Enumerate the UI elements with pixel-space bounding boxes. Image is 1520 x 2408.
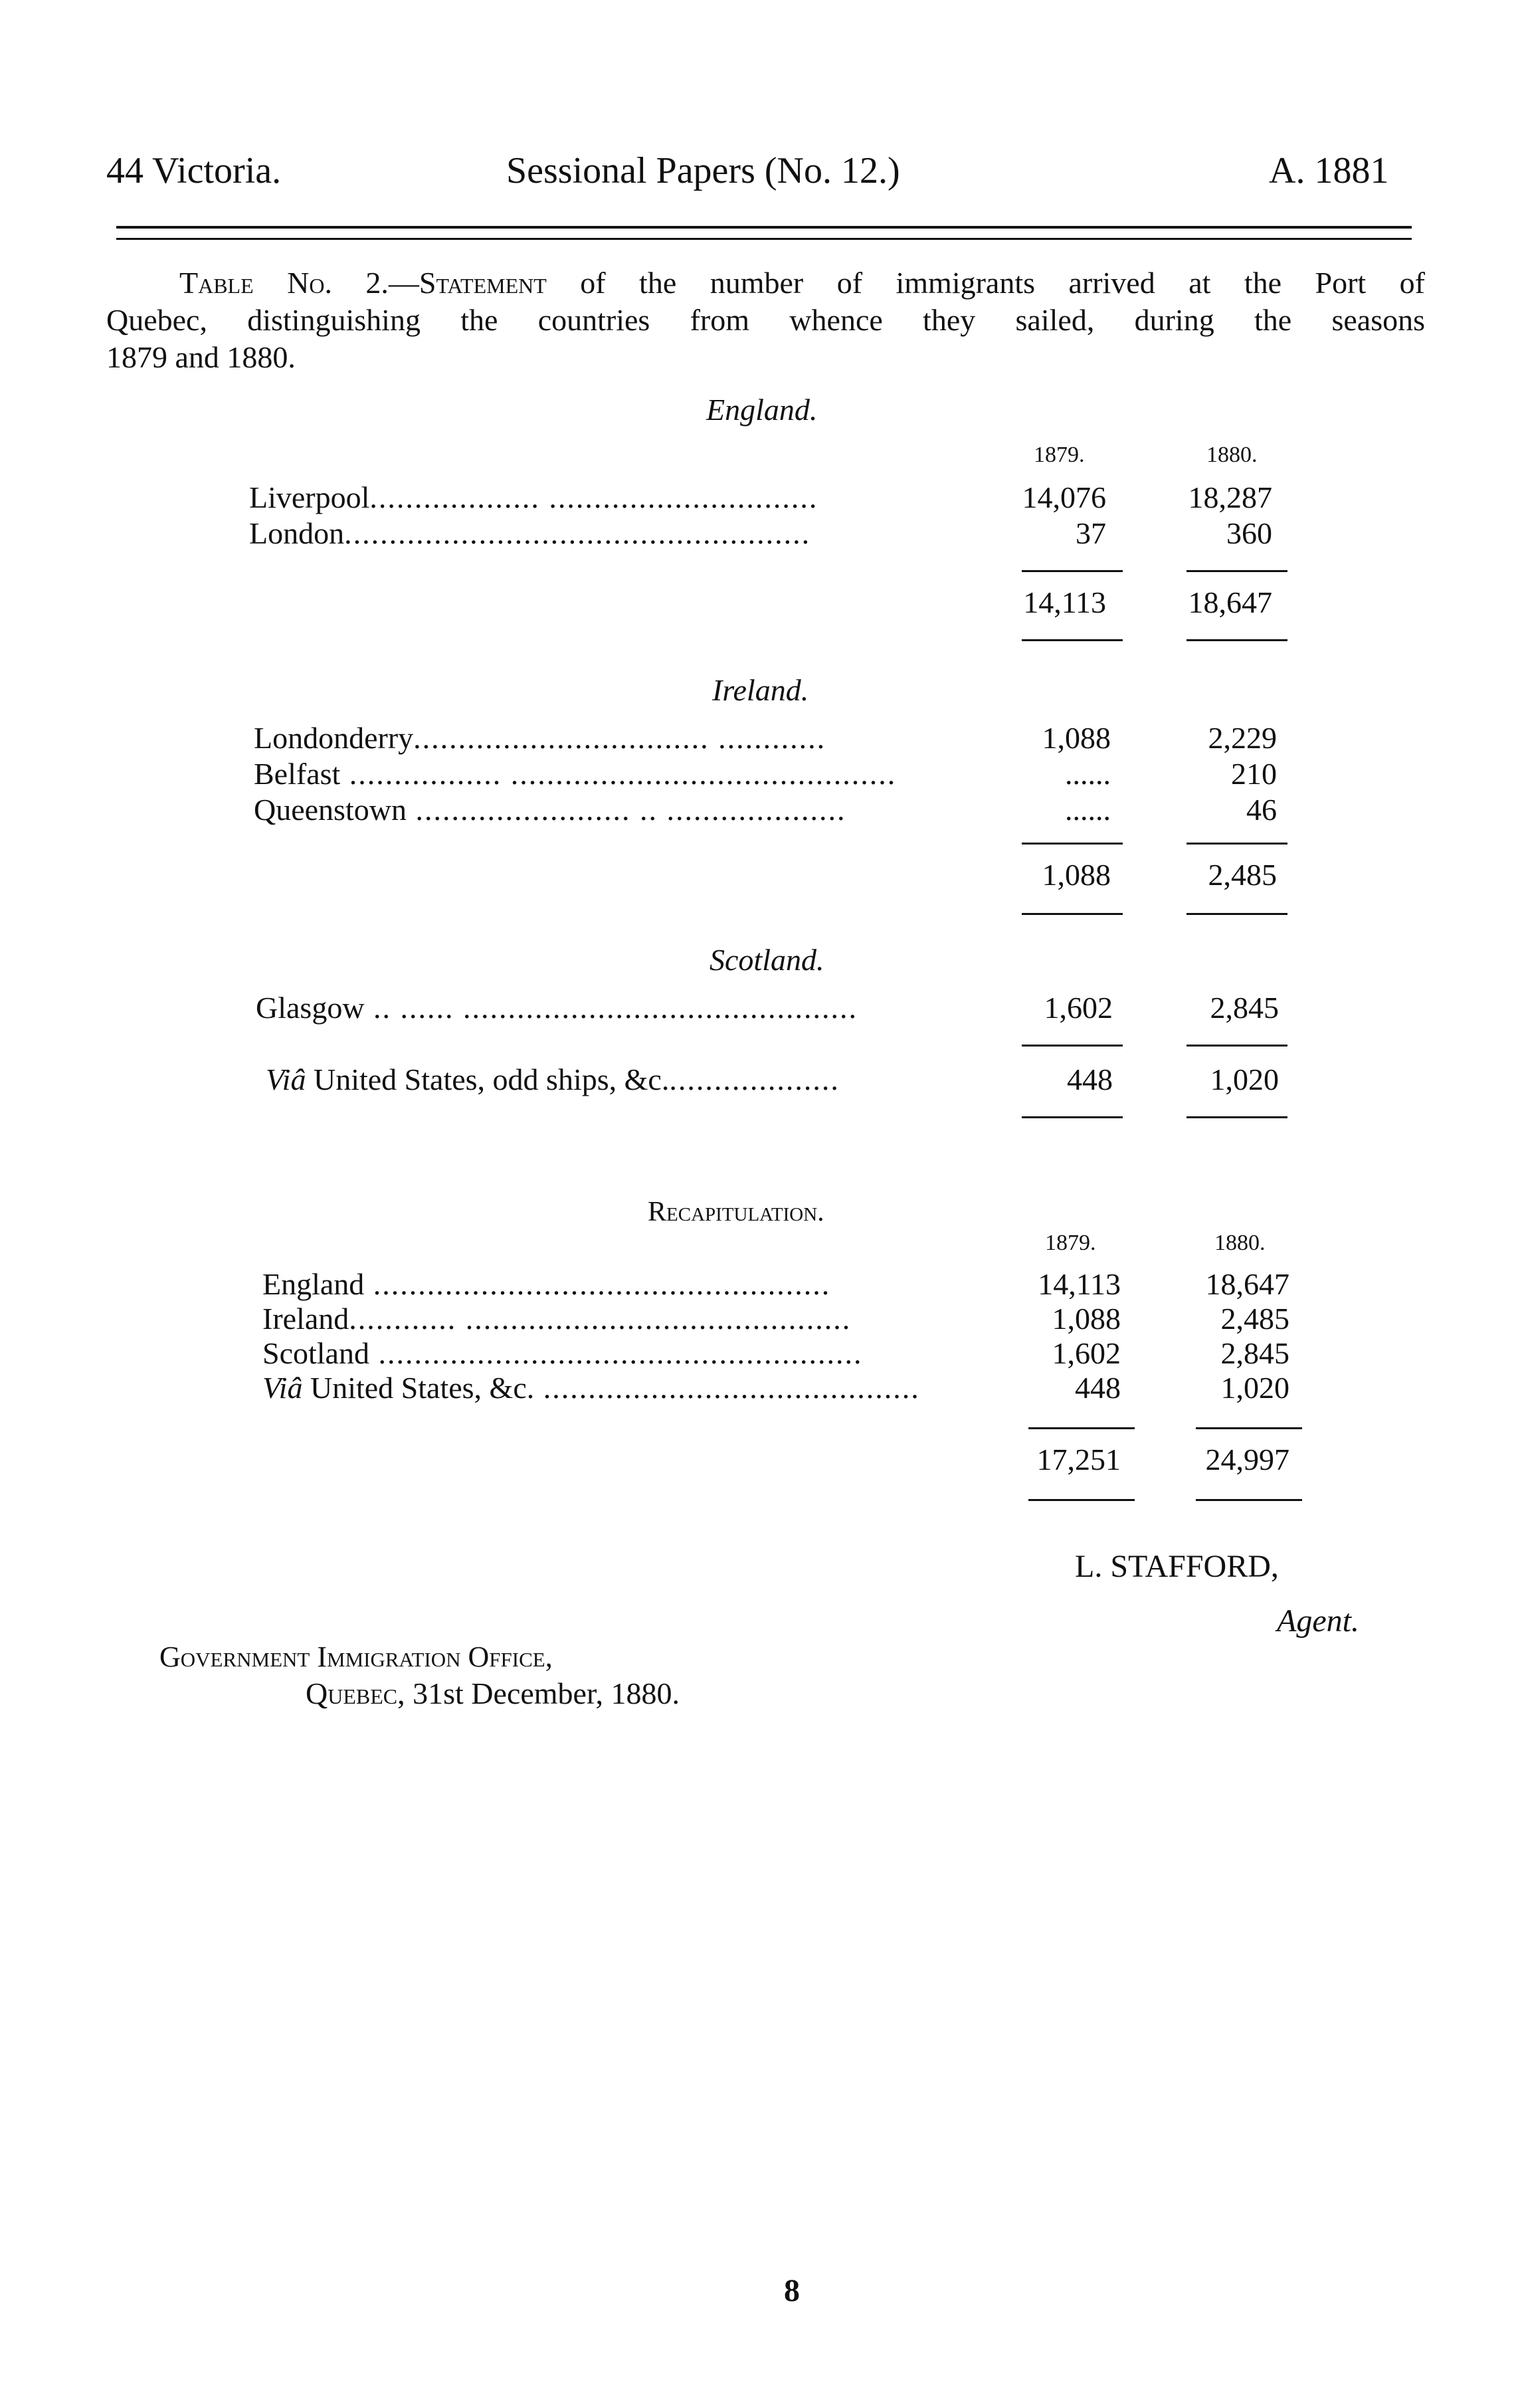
row-label: Belfast — [254, 757, 341, 791]
row-label: Liverpool — [249, 480, 370, 514]
recap-year-1879: 1879. — [1045, 1231, 1096, 1255]
value-1880: 210 — [1231, 757, 1277, 791]
row-label-italic: Viâ — [266, 1062, 306, 1096]
value-1880: 2,229 — [1208, 721, 1277, 755]
section-heading-recap: Recapitulation. — [648, 1197, 824, 1227]
value-1879: 37 — [1076, 516, 1106, 550]
sum-rule — [1187, 913, 1287, 915]
signature-role: Agent. — [1277, 1603, 1359, 1639]
year-header-1879: 1879. — [1034, 443, 1085, 467]
value-1880: 18,647 — [1205, 1267, 1289, 1301]
header-rule-top — [116, 226, 1412, 229]
sum-rule — [1196, 1427, 1302, 1429]
row-label: Ireland — [262, 1302, 349, 1336]
sum-rule — [1022, 1116, 1123, 1118]
value-1880: 2,485 — [1220, 1302, 1289, 1336]
page-number: 8 — [784, 2273, 800, 2308]
value-1879: ...... — [1065, 757, 1111, 791]
office-name: Government Immigration Office, — [159, 1641, 553, 1673]
table-title — [106, 264, 1425, 376]
sum-rule — [1187, 1045, 1287, 1047]
total-row — [249, 585, 1312, 621]
total-1880: 2,485 — [1208, 858, 1277, 892]
value-1879: 14,113 — [1038, 1267, 1121, 1301]
table-row: Viâ United States, &c. .......................................... 448 1,020 — [262, 1371, 1289, 1405]
value-1880: 2,845 — [1210, 991, 1279, 1025]
value-1880: 2,845 — [1220, 1336, 1289, 1370]
sum-rule — [1022, 1045, 1123, 1047]
total-1880: 18,647 — [1188, 585, 1272, 619]
table-row: Liverpool................... .............................. 14,076 18,287 — [249, 480, 1272, 514]
sum-rule — [1028, 1427, 1135, 1429]
row-label: United States, &c. — [310, 1371, 535, 1405]
sum-rule — [1028, 1499, 1135, 1501]
value-1879: 1,088 — [1052, 1302, 1121, 1336]
value-1880: 1,020 — [1220, 1371, 1289, 1405]
sum-rule — [1187, 843, 1287, 845]
section-heading-scotland: Scotland. — [710, 943, 824, 977]
total-row — [262, 1442, 1325, 1478]
recap-year-1880: 1880. — [1214, 1231, 1266, 1255]
sum-rule — [1022, 843, 1123, 845]
section-heading-ireland: Ireland. — [712, 673, 809, 707]
total-1880: 24,997 — [1205, 1443, 1289, 1476]
row-label: Queenstown — [254, 793, 407, 827]
value-1879: 448 — [1067, 1062, 1113, 1096]
value-1879: 1,602 — [1044, 991, 1113, 1025]
row-label: Londonderry — [254, 721, 414, 755]
table-row: Scotland ...................................................... 1,602 2,845 — [262, 1336, 1289, 1370]
row-label: Scotland — [262, 1336, 369, 1370]
value-1880: 18,287 — [1188, 480, 1272, 514]
table-row: Londonderry................................. ............ 1,088 2,229 — [254, 721, 1277, 755]
header-left: 44 Victoria. — [106, 150, 282, 191]
sum-rule — [1187, 570, 1287, 572]
value-1880: 360 — [1226, 516, 1272, 550]
value-1879: 448 — [1075, 1371, 1121, 1405]
value-1879: 1,602 — [1052, 1336, 1121, 1370]
header-right: A. 1881 — [1269, 150, 1389, 191]
row-label-italic: Viâ — [262, 1371, 303, 1405]
table-row: Queenstown ........................ .. .................... ...... 46 — [254, 793, 1277, 827]
value-1879: 14,076 — [1022, 480, 1106, 514]
sum-rule — [1187, 1116, 1287, 1118]
table-row: Viâ United States, odd ships, &c.................... 448 1,020 — [266, 1062, 1279, 1096]
office-place-date: Quebec, 31st December, 1880. — [306, 1676, 680, 1710]
total-1879: 17,251 — [1036, 1443, 1121, 1476]
row-label: England — [262, 1267, 365, 1301]
row-label: United States, odd ships, &c. — [313, 1062, 670, 1096]
value-1879: 1,088 — [1042, 721, 1111, 755]
header-center: Sessional Papers (No. 12.) — [506, 150, 900, 191]
sum-rule — [1196, 1499, 1302, 1501]
value-1879: ...... — [1065, 793, 1111, 827]
title-line-2: Quebec, distinguishing the countries from whence they sailed, during the seasons — [106, 303, 1425, 337]
total-row — [254, 857, 1317, 893]
sum-rule — [1022, 913, 1123, 915]
year-header-1880: 1880. — [1206, 443, 1258, 467]
title-line-1: Table No. 2.—Statement of the number of immigrants arrived at the Port of — [179, 266, 1425, 300]
sum-rule — [1022, 639, 1123, 641]
table-row: Ireland............ ........................................... 1,088 2,485 — [262, 1302, 1289, 1336]
row-label: London — [249, 516, 345, 550]
header-rule-bottom — [116, 238, 1412, 240]
sum-rule — [1187, 639, 1287, 641]
value-1880: 46 — [1246, 793, 1277, 827]
sum-rule — [1022, 570, 1123, 572]
table-row: London.................................................... 37 360 — [249, 516, 1272, 550]
value-1880: 1,020 — [1210, 1062, 1279, 1096]
section-heading-england: England. — [706, 393, 818, 427]
total-1879: 14,113 — [1023, 585, 1106, 619]
row-label: Glasgow — [256, 991, 365, 1025]
table-row: England ................................................... 14,113 18,647 — [262, 1267, 1289, 1301]
table-row: Belfast ................. ........................................... ...... 210 — [254, 757, 1277, 791]
total-1879: 1,088 — [1042, 858, 1111, 892]
table-row: Glasgow .. ...... ............................................ 1,602 2,845 — [256, 991, 1279, 1025]
title-line-3: 1879 and 1880. — [106, 340, 296, 374]
signature-name: L. STAFFORD, — [1075, 1549, 1279, 1584]
